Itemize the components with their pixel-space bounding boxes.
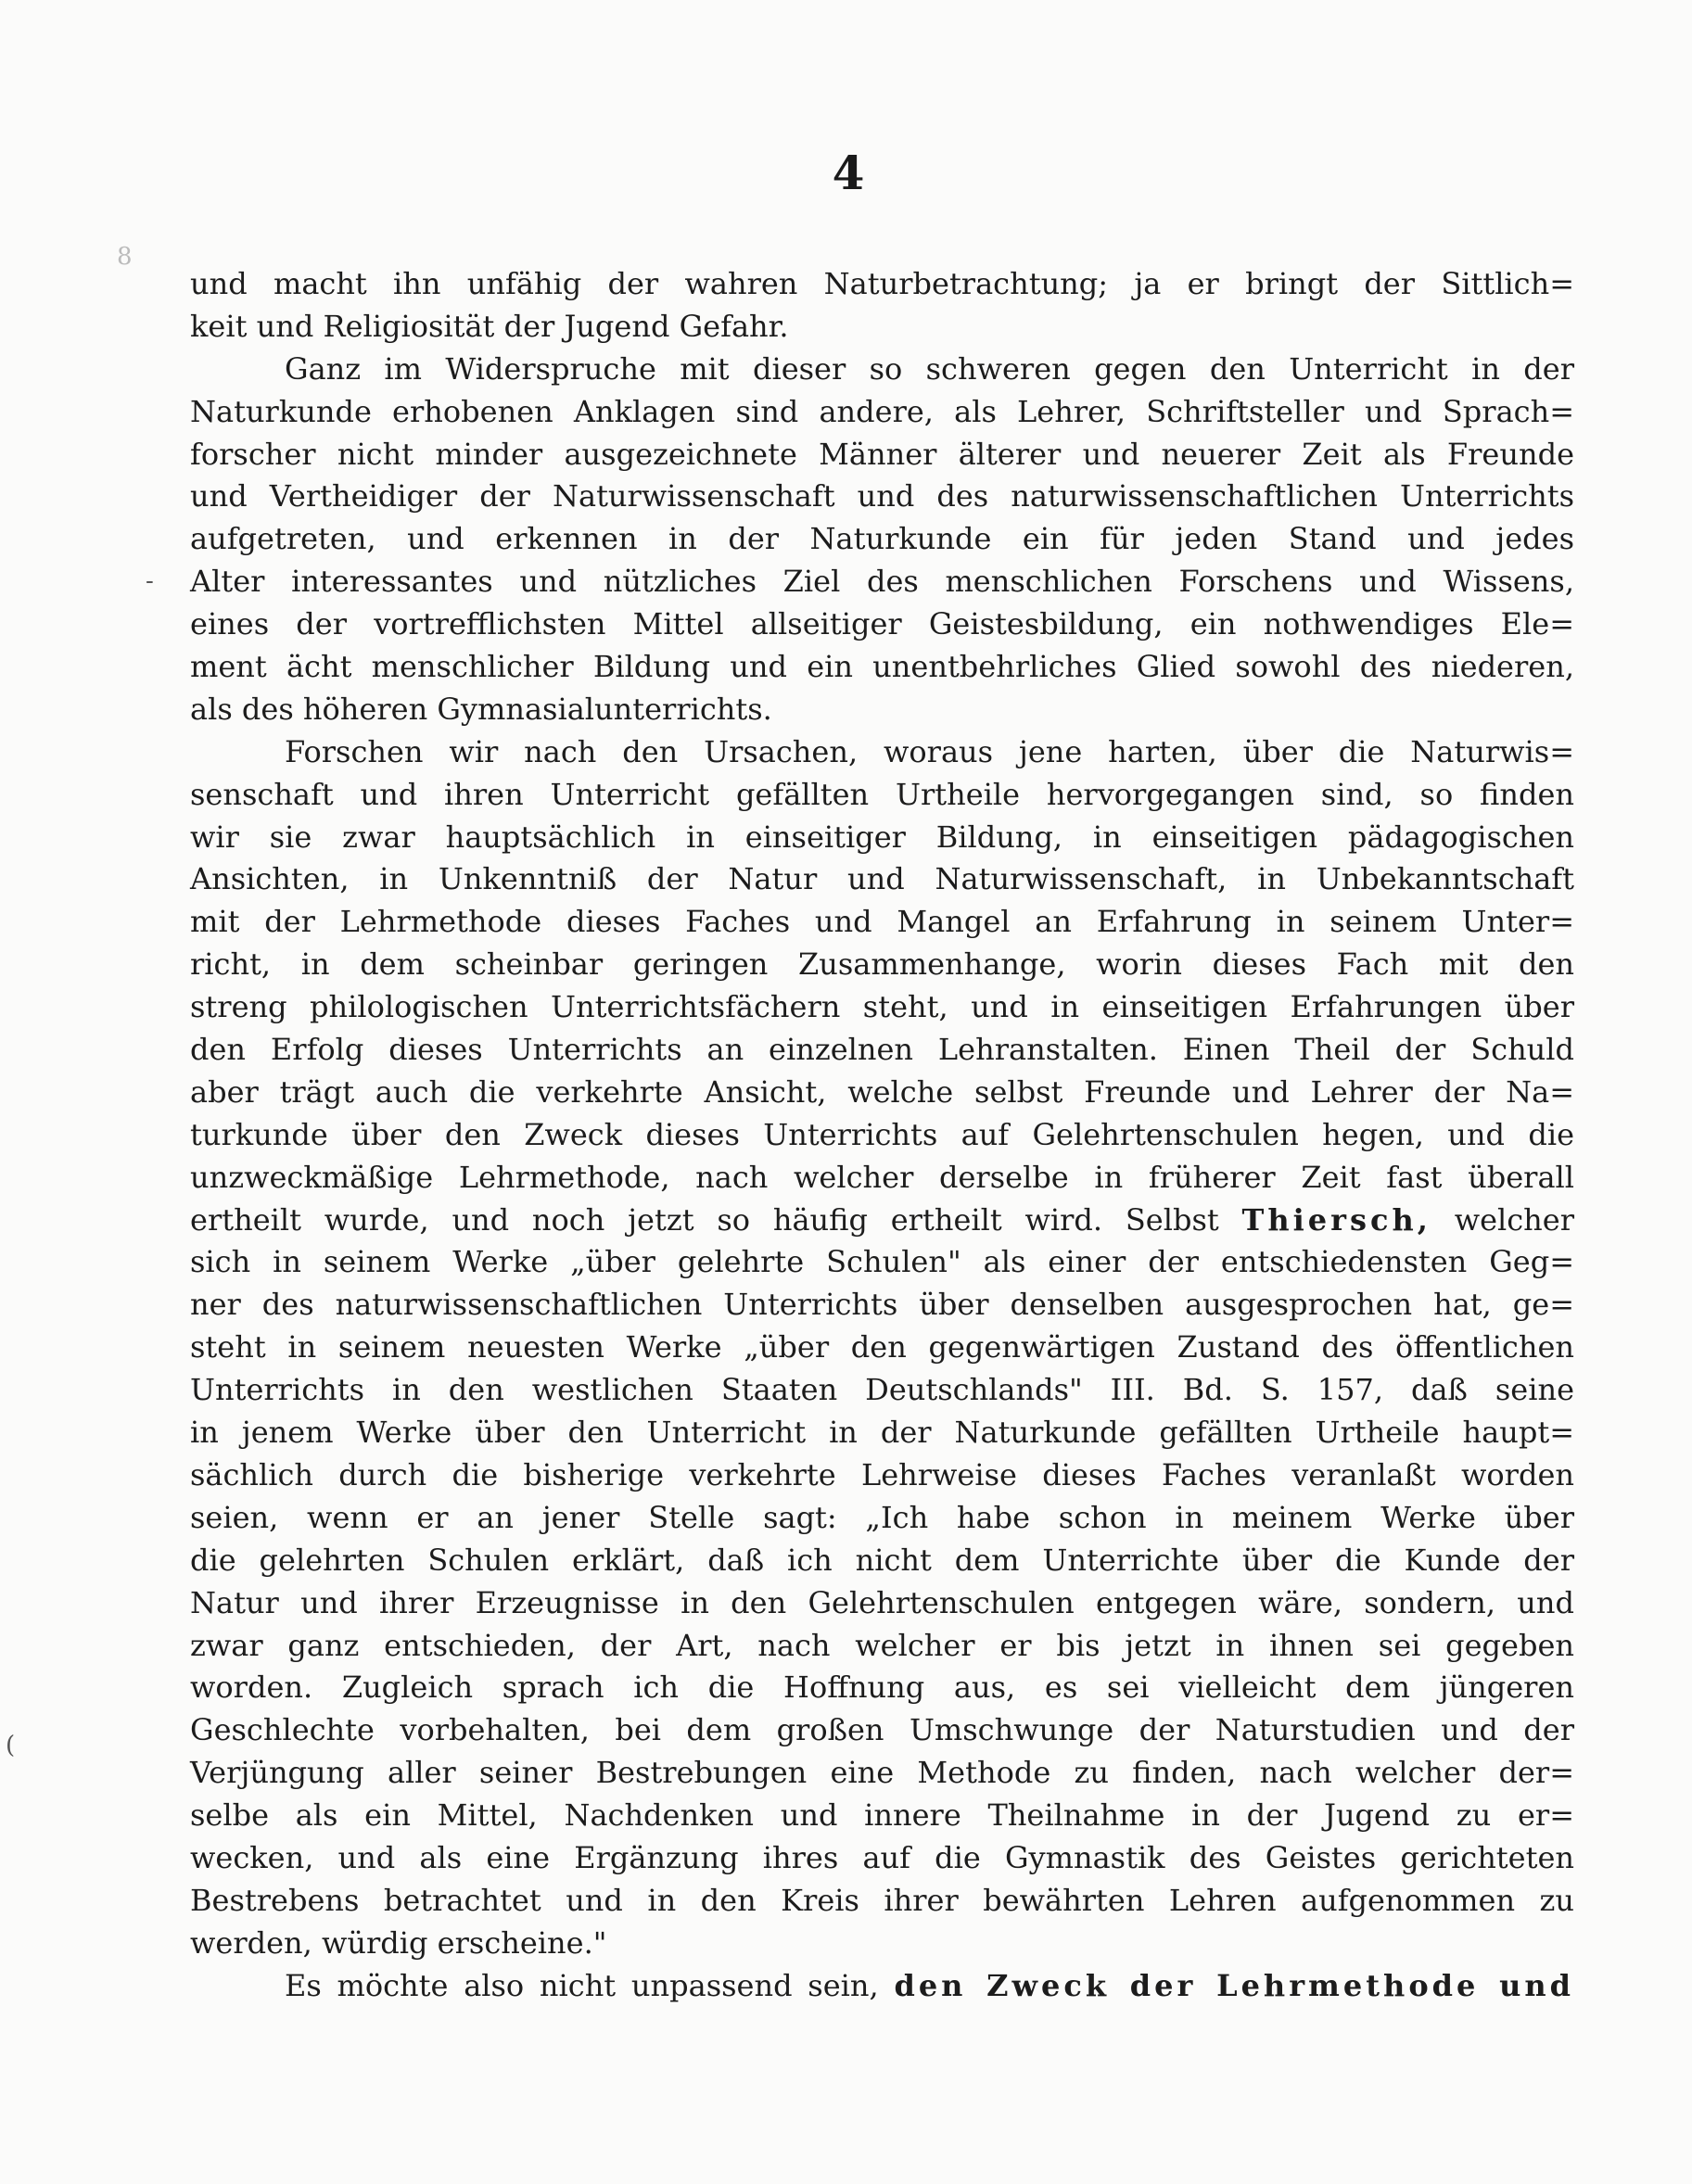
text-line: Unterrichts in den westlichen Staaten Deutschlands" III. Bd. S. 157, daß seine xyxy=(190,1372,1574,1408)
text-line: eines der vortrefflichsten Mittel allseitiger Geistesbildung, ein nothwendiges Ele= xyxy=(190,606,1574,642)
text-line-with-name xyxy=(190,1200,1574,1242)
text-line: wecken, und als eine Ergänzung ihres auf die Gymnastik des Geistes gerichteten xyxy=(190,1839,1574,1875)
text-line: richt, in dem scheinbar geringen Zusammenhange, worin dieses Fach mit den xyxy=(190,946,1574,983)
faint-margin-mark: 8 xyxy=(117,243,133,271)
text-line: seien, wenn er an jener Stelle sagt: „Ich habe schon in meinem Werke über xyxy=(190,1499,1574,1535)
text-line: wir sie zwar hauptsächlich in einseitiger Bildung, in einseitigen pädagogischen xyxy=(190,819,1574,855)
emphasized-name: Thiersch, xyxy=(1241,1201,1431,1238)
text-line: Geschlechte vorbehalten, bei dem großen Umschwunge der Naturstudien und der xyxy=(190,1712,1574,1748)
text-line: unzweckmäßige Lehrmethode, nach welcher derselbe in früherer Zeit fast überall xyxy=(190,1159,1574,1195)
text-line: aber trägt auch die verkehrte Ansicht, welche selbst Freunde und Lehrer der Na= xyxy=(190,1073,1574,1110)
text-line: mit der Lehrmethode dieses Faches und Mangel an Erfahrung in seinem Unter= xyxy=(190,904,1574,940)
text-line: turkunde über den Zweck dieses Unterrichts auf Gelehrtenschulen hegen, und die xyxy=(190,1116,1574,1152)
text-line: Bestrebens betrachtet und in den Kreis ihrer bewährten Lehren aufgenommen zu xyxy=(190,1882,1574,1918)
text-line: Natur und ihrer Erzeugnisse in den Gelehrtenschulen entgegen wäre, sondern, und xyxy=(190,1584,1574,1620)
text-line: in jenem Werke über den Unterricht in der Naturkunde gefällten Urtheile haupt= xyxy=(190,1415,1574,1451)
text-fragment: ertheilt wurde, und noch jetzt so häufig ertheilt wird. Selbst xyxy=(190,1201,1219,1238)
text-line: Ansichten, in Unkenntniß der Natur und Naturwissenschaft, in Unbekanntschaft xyxy=(190,861,1574,897)
text-line: Naturkunde erhobenen Anklagen sind andere, als Lehrer, Schriftsteller und Sprach= xyxy=(190,393,1574,429)
text-line: sich in seinem Werke „über gelehrte Schulen" als einer der entschiedensten Geg= xyxy=(190,1244,1574,1280)
text-line: die gelehrten Schulen erklärt, daß ich nicht dem Unterrichte über die Kunde der xyxy=(190,1542,1574,1578)
text-line: senschaft und ihren Unterricht gefällten Urtheile hervorgegangen sind, so finden xyxy=(190,776,1574,812)
text-line: und macht ihn unfähig der wahren Naturbetrachtung; ja er bringt der Sittlich= xyxy=(190,266,1574,301)
body-text xyxy=(190,263,1574,2008)
text-line: Alter interessantes und nützliches Ziel des menschlichen Forschens und Wissens, xyxy=(190,564,1574,600)
text-line: ment ächt menschlicher Bildung und ein unentbehrliches Glied sowohl des niederen, xyxy=(190,649,1574,685)
text-line: werden, würdig erscheine." xyxy=(190,1924,607,1961)
page-number: 4 xyxy=(832,146,865,200)
text-line: als des höheren Gymnasialunterrichts. xyxy=(190,691,772,727)
text-line: streng philologischen Unterrichtsfächern steht, und in einseitigen Erfahrungen über xyxy=(190,989,1574,1025)
text-line: worden. Zugleich sprach ich die Hoffnung aus, es sei vielleicht dem jüngeren xyxy=(190,1670,1574,1706)
text-line: und Vertheidiger der Naturwissenschaft und des naturwissenschaftlichen Unterrichts xyxy=(190,478,1574,514)
text-line: den Erfolg dieses Unterrichts an einzelnen Lehranstalten. Einen Theil der Schuld xyxy=(190,1032,1574,1068)
text-line: steht in seinem neuesten Werke „über den gegenwärtigen Zustand des öffentlichen xyxy=(190,1329,1574,1365)
text-line: selbe als ein Mittel, Nachdenken und innere Theilnahme in der Jugend zu er= xyxy=(190,1797,1574,1834)
margin-paren-mark: ( xyxy=(6,1732,16,1759)
text-line: keit und Religiosität der Jugend Gefahr. xyxy=(190,308,789,344)
text-line: zwar ganz entschieden, der Art, nach welcher er bis jetzt in ihnen sei gegeben xyxy=(190,1627,1574,1663)
emphasized-phrase: den Zweck der Lehrmethode und xyxy=(894,1967,1575,2003)
text-line: Ganz im Widerspruche mit dieser so schweren gegen den Unterricht in der xyxy=(285,350,1574,387)
text-line: forscher nicht minder ausgezeichnete Männer älterer und neuerer Zeit als Freunde xyxy=(190,436,1574,472)
margin-dash-mark: - xyxy=(146,567,154,595)
text-line: aufgetreten, und erkennen in der Naturkunde ein für jeden Stand und jedes xyxy=(190,521,1574,557)
text-line: Verjüngung aller seiner Bestrebungen eine Methode zu finden, nach welcher der= xyxy=(190,1755,1574,1791)
text-line: sächlich durch die bisherige verkehrte Lehrweise dieses Faches veranlaßt worden xyxy=(190,1456,1574,1492)
text-fragment: Es möchte also nicht unpassend sein, xyxy=(285,1967,879,2003)
text-line-with-emphasis xyxy=(190,1965,1574,2008)
text-line: Forschen wir nach den Ursachen, woraus jene harten, über die Naturwis= xyxy=(285,733,1574,769)
text-line: ner des naturwissenschaftlichen Unterrichts über denselben ausgesprochen hat, ge= xyxy=(190,1287,1574,1323)
text-fragment: welcher xyxy=(1454,1201,1575,1238)
